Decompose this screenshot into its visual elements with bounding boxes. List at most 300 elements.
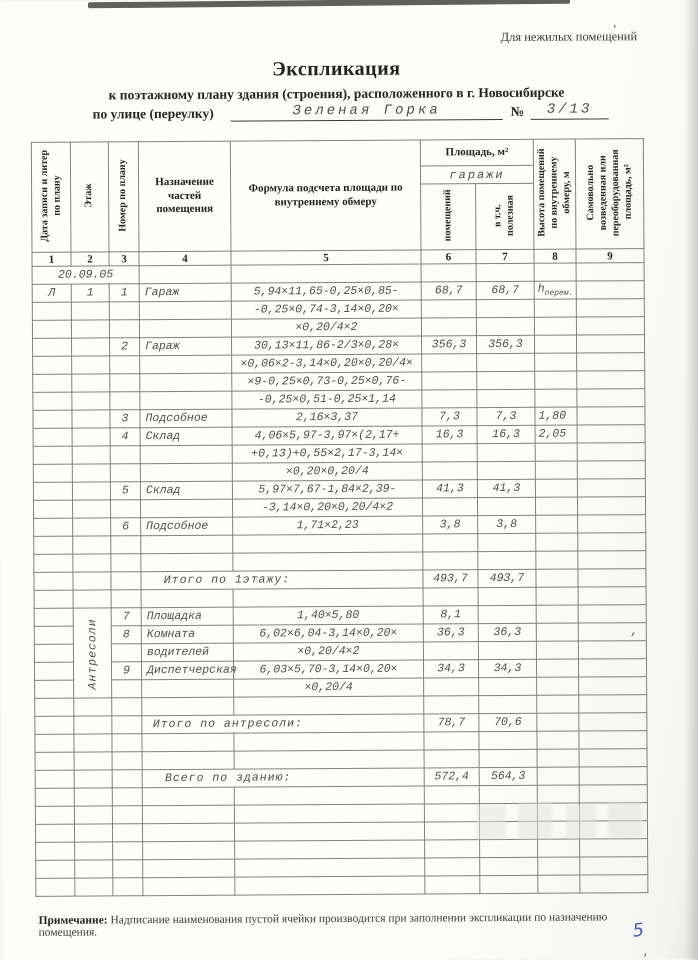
table-cell [535, 479, 577, 497]
table-cell [33, 356, 72, 374]
table-cell [477, 443, 535, 461]
table-cell [141, 589, 233, 608]
table-cell [476, 263, 534, 281]
table-cell [33, 500, 72, 518]
table-cell: 5,97×7,67-1,84×2,39- [232, 480, 422, 499]
table-cell [72, 464, 110, 482]
table-cell [110, 392, 140, 410]
table-cell [580, 857, 648, 875]
table-cell [577, 371, 645, 389]
total-label-cell: Всего по зданию: [142, 768, 424, 788]
table-cell: 7,3 [422, 408, 477, 426]
table-cell [480, 857, 538, 875]
table-cell: 36,3 [423, 624, 478, 642]
table-cell [577, 389, 645, 407]
table-cell [35, 788, 74, 806]
table-cell [235, 858, 425, 877]
table-cell [578, 659, 646, 677]
table-cell [110, 356, 140, 374]
table-cell [537, 767, 579, 785]
table-cell [72, 446, 110, 464]
table-cell [36, 878, 75, 896]
table-cell [422, 354, 477, 372]
table-cell [537, 677, 579, 695]
table-cell [534, 263, 576, 281]
table-cell [477, 497, 535, 515]
table-cell [234, 804, 424, 823]
table-cell [74, 698, 112, 716]
table-cell [578, 515, 646, 533]
table-cell [534, 317, 576, 335]
table-cell [110, 374, 140, 392]
table-cell: 34,3 [478, 659, 536, 677]
table-cell [422, 462, 477, 480]
table-cell [112, 734, 142, 752]
table-cell [576, 317, 644, 335]
table-cell: , [578, 623, 646, 641]
table-cell [72, 356, 110, 374]
table-cell [577, 461, 645, 479]
table-cell [578, 533, 646, 551]
table-cell: 41,3 [422, 480, 477, 498]
table-cell: 3,8 [423, 516, 478, 534]
corner-note: Для нежилых помещений [500, 29, 638, 45]
table-cell [577, 443, 645, 461]
table-cell [478, 605, 536, 623]
table-cell: 30,13×11,86-2/3×0,28× [232, 336, 422, 355]
table-cell [111, 590, 141, 608]
table-cell [75, 878, 113, 896]
table-cell [576, 335, 644, 353]
table-cell: Комната [141, 625, 233, 644]
table-cell [113, 878, 143, 896]
table-cell [33, 464, 72, 482]
table-cell: 8 [111, 626, 141, 644]
document-number: 3/13 [531, 101, 609, 119]
table-cell [72, 500, 110, 518]
table-cell [143, 841, 235, 860]
table-cell [576, 299, 644, 317]
table-cell [112, 752, 142, 770]
table-cell [234, 822, 424, 841]
table-cell [536, 623, 578, 641]
table-cell [424, 750, 479, 768]
table-cell [34, 626, 73, 644]
table-cell: -0,25×0,74-3,14×0,20× [231, 300, 421, 319]
page-title: Экспликация [272, 57, 401, 81]
total-value-cell: 493,7 [423, 570, 478, 588]
table-cell: Гараж [139, 283, 231, 302]
table-cell [534, 335, 576, 353]
table-cell [424, 696, 479, 714]
table-cell [576, 281, 644, 299]
table-cell [577, 353, 645, 371]
table-cell [32, 302, 71, 320]
table-cell [34, 518, 73, 536]
total-label-cell: Итого по 1этажу: [141, 570, 423, 590]
table-cell [34, 644, 73, 662]
total-value-cell: 493,7 [478, 569, 536, 587]
table-cell: ×0,20/4×2 [231, 318, 421, 337]
table-cell [579, 749, 647, 767]
table-cell: 5,94×11,65-0,25×0,85- [231, 282, 421, 301]
table-cell [423, 552, 478, 570]
table-cell: 34,3 [423, 660, 478, 678]
table-cell: Диспетчерская [141, 661, 233, 680]
page-subtitle: к поэтажному плану здания (строения), расположенного в г. Новосибирске [108, 84, 565, 103]
table-cell [112, 716, 142, 734]
header-date-liter: Дата записи и литер по плану [31, 142, 71, 252]
table-cell [535, 371, 577, 389]
table-cell [424, 732, 479, 750]
table-cell [112, 680, 142, 698]
table-cell: ×0,06×2-3,14×0,20×0,20/4× [232, 354, 422, 373]
table-cell [580, 875, 648, 893]
table-cell [477, 461, 535, 479]
table-cell [142, 751, 234, 770]
table-cell [234, 750, 424, 769]
table-cell [233, 588, 423, 607]
table-cell [139, 301, 231, 320]
header-formula: Формула подсчета площади по внутреннему обмеру [230, 140, 421, 251]
date-cell: 20.09.05 [32, 266, 139, 285]
table-cell [33, 410, 72, 428]
table-cell [577, 497, 645, 515]
explication-table [31, 138, 649, 897]
table-cell [231, 264, 421, 283]
table-cell [35, 770, 74, 788]
table-cell: 1,71×2,23 [233, 516, 423, 535]
table-cell [423, 534, 478, 552]
table-cell [72, 428, 110, 446]
table-cell [33, 374, 72, 392]
table-cell [479, 731, 537, 749]
stray-mark: , [613, 14, 617, 30]
table-cell [536, 605, 578, 623]
table-cell [110, 446, 140, 464]
table-cell [579, 767, 647, 785]
table-cell: ×9-0,25×0,73-0,25×0,76- [232, 372, 422, 391]
table-cell: ×0,20/4 [234, 678, 424, 697]
table-cell [142, 733, 234, 752]
table-cell [73, 572, 111, 590]
table-cell [112, 788, 142, 806]
table-cell: 4 [110, 428, 140, 446]
table-cell [534, 299, 576, 317]
header-area-group: Площадь, м² [420, 139, 533, 166]
table-cell [75, 860, 113, 878]
table-cell [110, 500, 140, 518]
table-cell [112, 698, 142, 716]
table-cell [72, 338, 110, 356]
table-cell [480, 875, 538, 893]
header-unauthorized: Самовольно возведенная или переоборудованная площадь, м² [575, 139, 644, 249]
table-cell [111, 554, 141, 572]
table-cell [422, 444, 477, 462]
table-cell: Подсобное [141, 517, 233, 536]
table-cell [140, 445, 232, 464]
header-area-rooms: помещений [421, 184, 476, 250]
table-cell [34, 536, 73, 554]
table-cell [476, 317, 534, 335]
table-cell [425, 858, 480, 876]
table-cell [578, 587, 646, 605]
table-cell [141, 553, 233, 572]
table-cell [33, 338, 72, 356]
table-cell [477, 353, 535, 371]
table-cell [74, 716, 112, 734]
street-line [93, 101, 653, 126]
table-cell [34, 554, 73, 572]
table-cell [537, 749, 579, 767]
table-cell [536, 659, 578, 677]
table-cell [73, 518, 111, 536]
table-cell [143, 877, 235, 896]
table-cell [34, 608, 73, 626]
table-cell: 5 [110, 482, 140, 500]
table-cell [578, 641, 646, 659]
table-cell [537, 695, 579, 713]
header-area-useful: в т.ч. полезная [476, 183, 534, 249]
table-cell [73, 554, 111, 572]
header-height: Высота помещений по внутреннему обмеру, м [533, 139, 576, 249]
table-cell [477, 389, 535, 407]
table-cell: 356,3 [421, 336, 476, 354]
table-cell [141, 535, 233, 554]
table-cell [535, 353, 577, 371]
column-numbers-row: 1 2 3 4 5 6 7 8 9 [32, 249, 644, 267]
table-cell [578, 569, 646, 587]
paper-edge-shadow [684, 0, 698, 960]
table-cell [73, 590, 111, 608]
table-cell [478, 533, 536, 551]
table-cell [478, 641, 536, 659]
table-cell: 36,3 [478, 623, 536, 641]
table-cell [34, 572, 73, 590]
table-cell [140, 355, 232, 374]
table-cell: 6,02×6,04-3,14×0,20× [233, 624, 423, 643]
total-value-cell: 70,6 [479, 713, 537, 731]
table-cell [112, 806, 142, 824]
table-cell [74, 806, 112, 824]
footnote-label: Примечание: [38, 914, 108, 927]
table-cell [538, 875, 580, 893]
table-cell [111, 572, 141, 590]
table-cell [74, 788, 112, 806]
table-cell [35, 752, 74, 770]
table-cell: 8,1 [423, 606, 478, 624]
table-cell: 3 [110, 410, 140, 428]
table-cell [111, 644, 141, 662]
table-cell [142, 787, 234, 806]
table-cell: -3,14×0,20×0,20/4×2 [232, 498, 422, 517]
table-cell: -0,25×0,51-0,25×1,14 [232, 390, 422, 409]
table-cell: 2,05 [535, 425, 577, 443]
page-number: 5 [631, 919, 646, 942]
table-cell [423, 588, 478, 606]
table-cell [113, 842, 143, 860]
table-cell: ×0,20×0,20/4 [232, 462, 422, 481]
table-cell [36, 860, 75, 878]
footnote-text: Надписание наименования пустой ячейки производится при заполнении экспликации по назначению помещения. [38, 911, 608, 939]
table-cell [536, 533, 578, 551]
table-cell [112, 824, 142, 842]
header-floor: Этаж [70, 142, 109, 252]
street-label: по улице (переулку) [92, 105, 214, 122]
table-cell [71, 320, 109, 338]
table-cell [34, 662, 73, 680]
table-cell [535, 389, 577, 407]
table-cell [75, 842, 113, 860]
table-cell: 1,80 [535, 407, 577, 425]
table-cell: 41,3 [477, 479, 535, 497]
table-cell [35, 806, 74, 824]
table-cell [139, 319, 231, 338]
table-cell [72, 392, 110, 410]
table-cell [74, 734, 112, 752]
total-value-cell: 564,3 [479, 767, 537, 785]
table-cell: 16,3 [477, 425, 535, 443]
table-cell [234, 732, 424, 751]
table-cell [477, 371, 535, 389]
table-cell [538, 857, 580, 875]
table-cell [535, 461, 577, 479]
table-cell [233, 552, 423, 571]
table-cell [112, 770, 142, 788]
table-cell [142, 805, 234, 824]
table-cell [233, 534, 423, 553]
table-cell [577, 479, 645, 497]
table-cell: Гараж [140, 337, 232, 356]
table-cell [140, 463, 232, 482]
table-cell [425, 876, 480, 894]
table-cell [32, 320, 71, 338]
table-cell [422, 372, 477, 390]
table-cell [234, 696, 424, 715]
header-purpose: Назначение частей помещения [138, 141, 231, 252]
table-cell [479, 677, 537, 695]
table-cell [71, 302, 109, 320]
table-cell [577, 425, 645, 443]
table-cell [110, 464, 140, 482]
table-cell [579, 731, 647, 749]
table-cell [33, 428, 72, 446]
table-cell [422, 390, 477, 408]
table-cell: 1 [71, 284, 109, 302]
table-cell [142, 823, 234, 842]
table-cell [74, 752, 112, 770]
table-cell: 7 [111, 608, 141, 626]
number-sign: № [510, 103, 525, 119]
table-cell [73, 536, 111, 554]
street-value: Зеленая Горка [231, 102, 503, 122]
table-cell [536, 569, 578, 587]
table-cell [35, 698, 74, 716]
table-cell: 356,3 [476, 335, 534, 353]
table-cell [33, 482, 72, 500]
table-cell [423, 642, 478, 660]
table-cell [478, 587, 536, 605]
table-cell [536, 641, 578, 659]
table-cell: $h_{перем.}$ [534, 281, 576, 299]
header-plan-number: Номер по плану [108, 142, 139, 252]
table-cell [74, 770, 112, 788]
table-cell: 1,40×5,80 [233, 606, 423, 625]
table-cell [35, 716, 74, 734]
table-cell: 3,8 [478, 515, 536, 533]
table-cell [579, 695, 647, 713]
total-value-cell: 78,7 [424, 714, 479, 732]
table-cell [476, 299, 534, 317]
table-cell [579, 713, 647, 731]
table-cell [421, 264, 476, 282]
table-cell [577, 407, 645, 425]
table-cell [536, 515, 578, 533]
table-cell [109, 320, 139, 338]
table-cell: водителей [141, 643, 233, 662]
table-cell [536, 587, 578, 605]
table-cell: 16,3 [422, 426, 477, 444]
table-cell [109, 302, 139, 320]
table-row [36, 875, 648, 897]
table-cell [578, 605, 646, 623]
table-cell [72, 374, 110, 392]
table-cell [536, 551, 578, 569]
table-cell [142, 679, 234, 698]
table-cell: 2 [110, 338, 140, 356]
table-cell [35, 734, 74, 752]
table-cell: Склад [140, 427, 232, 446]
table-cell [421, 318, 476, 336]
table-cell [535, 443, 577, 461]
table-cell [234, 786, 424, 805]
table-cell [143, 859, 235, 878]
table-cell [576, 263, 644, 281]
table-cell: 9 [111, 662, 141, 680]
table-cell [537, 713, 579, 731]
footnote [39, 911, 639, 939]
table-cell [478, 551, 536, 569]
table-cell: 2,16×3,37 [232, 408, 422, 427]
stray-dot: , [643, 944, 647, 959]
table-cell [33, 392, 72, 410]
table-cell [479, 695, 537, 713]
table-cell: 6 [111, 518, 141, 536]
table-cell [235, 876, 425, 895]
table-cell [34, 590, 73, 608]
table-cell [140, 499, 232, 518]
table-cell [535, 497, 577, 515]
table-cell [35, 680, 74, 698]
table-cell [111, 536, 141, 554]
table-cell [578, 551, 646, 569]
table-cell: ×0,20/4×2 [233, 642, 423, 661]
table-cell: 1 [109, 284, 139, 302]
table-cell [479, 749, 537, 767]
total-label-cell: Итого по антресоли: [142, 714, 424, 734]
table-cell [537, 731, 579, 749]
table-cell [140, 373, 232, 392]
table-cell: +0,13)+0,55×2,17-3,14× [232, 444, 422, 463]
table-cell [421, 300, 476, 318]
table-cell: 68,7 [421, 282, 476, 300]
table-cell [235, 840, 425, 859]
table-cell: 4,06×5,97-3,97×(2,17+ [232, 426, 422, 445]
table-cell [579, 677, 647, 695]
table-cell [33, 446, 72, 464]
table-cell: 68,7 [476, 281, 534, 299]
table-cell [36, 842, 75, 860]
